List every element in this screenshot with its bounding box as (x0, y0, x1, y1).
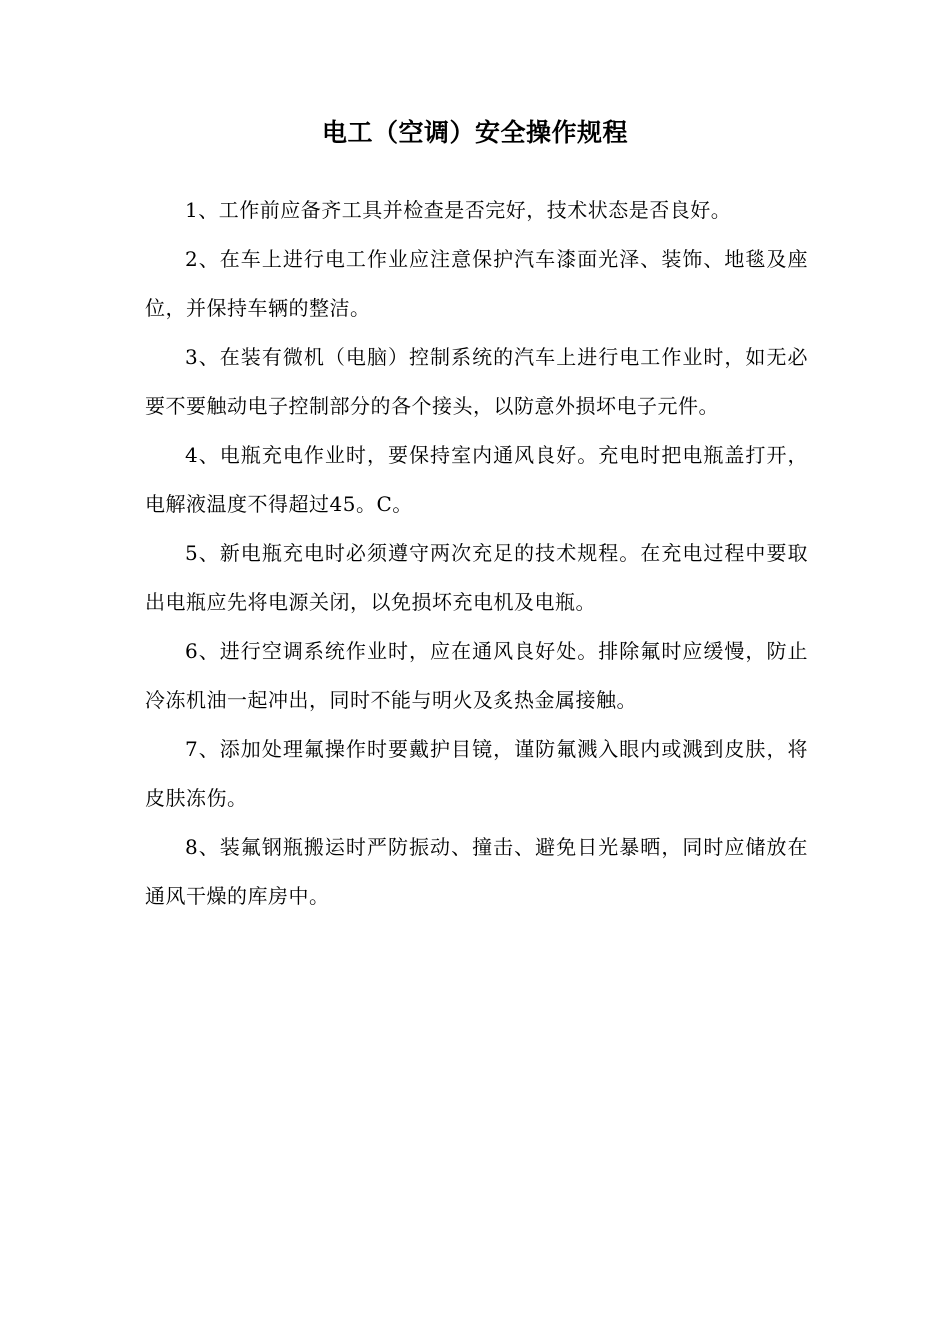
document-title: 电工（空调）安全操作规程 (321, 118, 628, 147)
rule-paragraph-2: 2、在车上进行电工作业应注意保护汽车漆面光泽、装饰、地毯及座位，并保持车辆的整洁。 (145, 247, 808, 320)
rule-paragraph-6: 6、进行空调系统作业时，应在通风良好处。排除氟时应缓慢，防止冷冻机油一起冲出，同时不能与明火及炙热金属接触。 (145, 639, 808, 712)
document-body (145, 186, 808, 921)
rule-paragraph-5: 5、新电瓶充电时必须遵守两次充足的技术规程。在充电过程中要取出电瓶应先将电源关闭，以免损坏充电机及电瓶。 (145, 541, 808, 614)
rule-paragraph-8: 8、装氟钢瓶搬运时严防振动、撞击、避免日光暴晒，同时应储放在通风干燥的库房中。 (145, 835, 808, 908)
rule-paragraph-3: 3、在装有微机（电脑）控制系统的汽车上进行电工作业时，如无必要不要触动电子控制部分的各个接头，以防意外损坏电子元件。 (145, 345, 808, 418)
rule-paragraph-4: 4、电瓶充电作业时，要保持室内通风良好。充电时把电瓶盖打开，电解液温度不得超过45。C。 (145, 443, 808, 516)
rule-paragraph-7: 7、添加处理氟操作时要戴护目镜，谨防氟溅入眼内或溅到皮肤，将皮肤冻伤。 (145, 737, 808, 810)
rule-paragraph-1: 1、工作前应备齐工具并检查是否完好，技术状态是否良好。 (185, 198, 732, 222)
